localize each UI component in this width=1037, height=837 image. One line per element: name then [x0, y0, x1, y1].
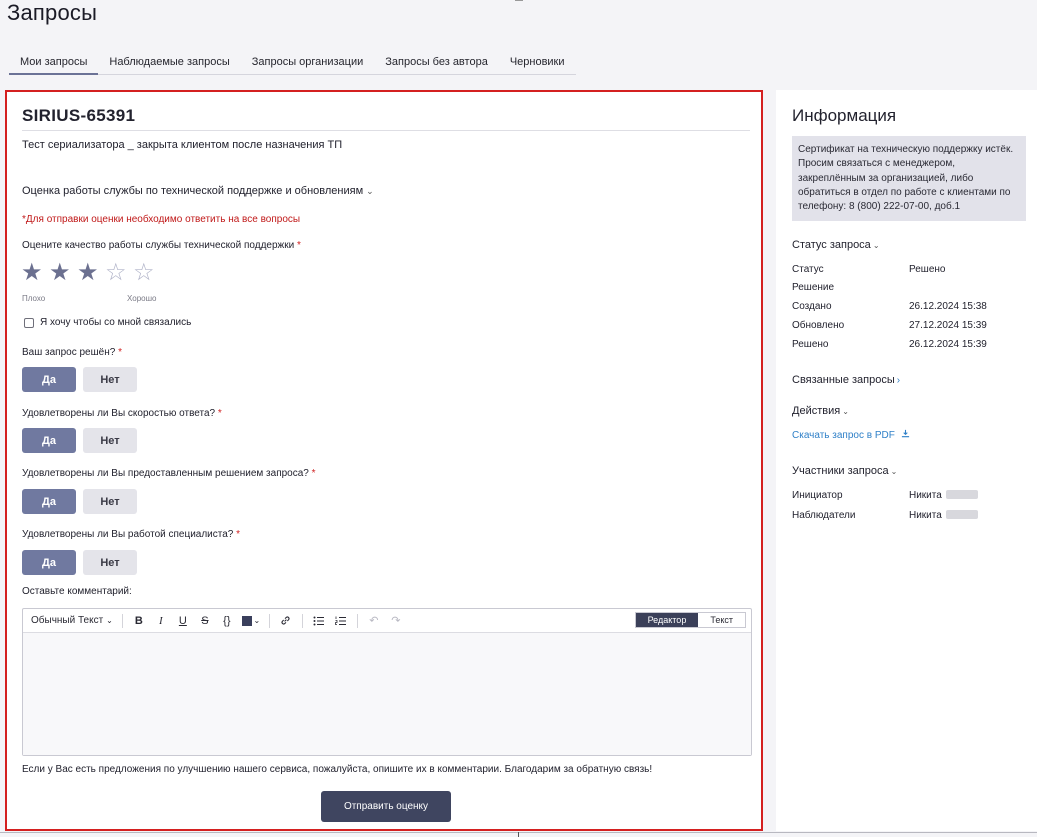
request-subject: Тест сериализатора _ закрыта клиентом после назначения ТП [22, 139, 343, 151]
star-icon[interactable]: ☆ [105, 259, 127, 286]
chevron-right-icon: › [896, 375, 901, 386]
undo-icon[interactable]: ↶ [369, 615, 379, 627]
status-section-title: Статус запроса [792, 239, 871, 251]
status-key: Решено [792, 339, 829, 350]
required-mark: * [118, 347, 122, 358]
comment-label: Оставьте комментарий: [22, 586, 132, 597]
tab-requests-without-author[interactable]: Запросы без автора [385, 56, 488, 68]
answer-group-speed [22, 428, 137, 453]
no-button[interactable]: Нет [83, 428, 137, 453]
rating-hint-bad: Плохо [22, 294, 46, 303]
page-title: Запросы [7, 0, 98, 25]
status-key: Создано [792, 301, 832, 312]
bullet-list-icon[interactable] [308, 612, 330, 630]
yes-button[interactable]: Да [22, 489, 76, 514]
yes-button[interactable]: Да [22, 367, 76, 392]
status-row [792, 320, 987, 331]
star-rating [21, 259, 161, 287]
related-section-title: Связанные запросы [792, 374, 895, 386]
evaluation-title: Оценка работы службы по технической поддержке и обновлениям [22, 185, 364, 197]
code-icon[interactable]: {} [223, 614, 231, 627]
yes-button[interactable]: Да [22, 550, 76, 575]
contact-checkbox-label: Я хочу чтобы со мной связались [40, 317, 192, 328]
participants-section-title: Участники запроса [792, 465, 889, 477]
related-requests-link[interactable] [792, 374, 900, 386]
answer-group-specialist [22, 550, 137, 575]
status-value: 27.12.2024 15:39 [909, 320, 987, 331]
question-text: Удовлетворены ли Вы предоставленным решением запроса? [22, 468, 309, 479]
toolbar-divider [122, 614, 123, 628]
star-icon[interactable]: ★ [49, 259, 71, 286]
status-row [792, 282, 909, 293]
tab-drafts[interactable]: Черновики [509, 56, 565, 68]
chevron-down-icon: ⌄ [366, 186, 374, 196]
chevron-down-icon: ⌄ [890, 467, 898, 476]
comment-editor [22, 608, 752, 756]
tab-organization-requests[interactable]: Запросы организации [251, 56, 364, 68]
redacted-surname [946, 490, 978, 499]
color-swatch [242, 616, 252, 626]
comment-textarea[interactable] [23, 633, 751, 755]
star-icon[interactable]: ★ [77, 259, 99, 286]
evaluation-section-toggle[interactable] [22, 185, 374, 197]
redacted-surname [946, 510, 978, 519]
participant-row [792, 490, 978, 501]
no-button[interactable]: Нет [83, 550, 137, 575]
redo-icon[interactable]: ↷ [391, 615, 401, 627]
star-icon[interactable]: ☆ [133, 259, 155, 286]
no-button[interactable]: Нет [83, 367, 137, 392]
footer-note: Если у Вас есть предложения по улучшению нашего сервиса, пожалуйста, опишите их в комментарии. Благодарим за обратную связь! [22, 764, 653, 775]
no-button[interactable]: Нет [83, 489, 137, 514]
answer-group-resolved [22, 367, 137, 392]
support-notice: Сертификат на техническую поддержку истёк. Просим связаться с менеджером, закреплённым за организацией, либо обратиться в отдел по работе с клиентами по телефону: 8 (800) 222-07-00, доб.1 [792, 136, 1026, 221]
mode-editor-button[interactable]: Редактор [636, 613, 699, 627]
link-icon[interactable] [275, 612, 297, 630]
required-mark: * [296, 240, 301, 251]
text-style-dropdown[interactable] [31, 612, 117, 630]
tab-watched-requests[interactable]: Наблюдаемые запросы [109, 56, 230, 68]
submit-rating-button[interactable]: Отправить оценку [321, 791, 451, 822]
status-row [792, 339, 987, 350]
question-solution [22, 468, 316, 479]
question-text: Ваш запрос решён? [22, 347, 116, 358]
answer-group-solution [22, 489, 137, 514]
chevron-down-icon: ⌄ [842, 407, 849, 416]
question-specialist [22, 529, 240, 540]
participants-section-toggle[interactable] [792, 465, 897, 477]
status-key: Статус [792, 264, 824, 275]
contact-checkbox[interactable] [24, 318, 34, 328]
yes-button[interactable]: Да [22, 428, 76, 453]
rating-question-text: Оцените качество работы службы технической поддержки [22, 240, 295, 251]
actions-section-title: Действия [792, 405, 841, 417]
rating-hint-good: Хорошо [127, 294, 157, 303]
editor-toolbar [23, 609, 751, 633]
toolbar-divider [269, 614, 270, 628]
question-text: Удовлетворены ли Вы работой специалиста? [22, 529, 234, 540]
star-icon[interactable]: ★ [21, 259, 43, 286]
request-panel [5, 90, 763, 831]
chevron-down-icon: ⌄ [253, 616, 261, 625]
tab-my-requests[interactable]: Мои запросы [9, 52, 98, 75]
bold-icon[interactable]: B [134, 614, 143, 627]
question-speed [22, 408, 222, 419]
status-section-toggle[interactable] [792, 239, 880, 251]
required-mark: * [236, 529, 241, 540]
participant-name: Никита [909, 510, 942, 521]
participant-role: Наблюдатели [792, 510, 856, 521]
numbered-list-icon[interactable] [330, 612, 352, 630]
download-pdf-link[interactable] [792, 429, 910, 441]
strikethrough-icon[interactable]: S [201, 614, 209, 627]
divider [22, 130, 750, 131]
download-icon [901, 430, 910, 441]
toolbar-divider [357, 614, 358, 628]
required-mark: * [311, 468, 316, 479]
question-resolved [22, 347, 122, 358]
participant-name: Никита [909, 490, 942, 501]
italic-icon[interactable]: I [159, 614, 163, 627]
chevron-down-icon: ⌄ [106, 616, 113, 625]
mode-text-button[interactable]: Текст [698, 613, 745, 627]
status-row [792, 264, 945, 275]
download-pdf-label: Скачать запрос в PDF [792, 430, 895, 441]
question-text: Удовлетворены ли Вы скоростью ответа? [22, 408, 216, 419]
underline-icon[interactable]: U [178, 614, 187, 627]
evaluation-warning: *Для отправки оценки необходимо ответить на все вопросы [22, 214, 301, 225]
top-divider-mark [515, 0, 523, 1]
request-id: SIRIUS-65391 [22, 106, 136, 125]
status-row [792, 301, 987, 312]
text-color-icon[interactable] [238, 612, 264, 630]
rating-question [22, 240, 301, 251]
status-value: 26.12.2024 15:38 [909, 301, 987, 312]
participant-role: Инициатор [792, 490, 843, 501]
required-mark: * [217, 408, 222, 419]
sidebar-title: Информация [792, 106, 897, 125]
status-key: Обновлено [792, 320, 845, 331]
status-value: Решено [909, 264, 946, 275]
actions-section-toggle[interactable] [792, 405, 849, 417]
toolbar-divider [302, 614, 303, 628]
contact-checkbox-row[interactable] [24, 317, 191, 328]
editor-mode-switch [635, 612, 746, 628]
participant-row [792, 510, 978, 521]
chevron-down-icon: ⌄ [872, 241, 880, 250]
info-sidebar [776, 90, 1037, 831]
text-style-label: Обычный Текст [31, 615, 104, 626]
bottom-divider-mark [518, 832, 519, 837]
status-key: Решение [792, 282, 835, 293]
status-value: 26.12.2024 15:39 [909, 339, 987, 350]
tabs-bar [9, 52, 576, 75]
